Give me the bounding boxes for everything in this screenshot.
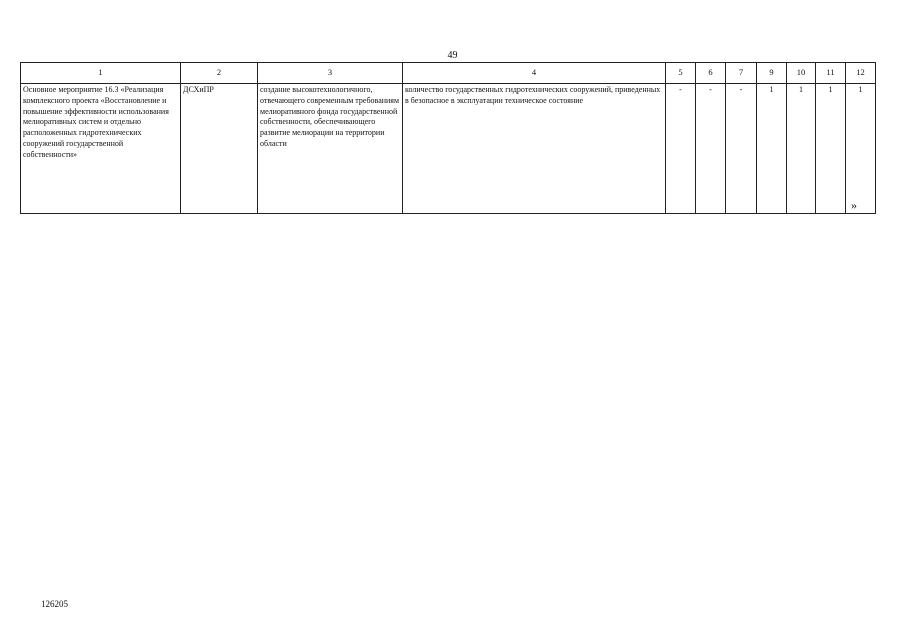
column-header: 11 (816, 63, 846, 84)
column-header: 2 (181, 63, 258, 84)
page-number: 49 (447, 50, 458, 61)
closing-quote: » (851, 198, 857, 212)
column-header: 10 (787, 63, 816, 84)
column-header: 1 (21, 63, 181, 84)
result-cell: создание высокотехнологичного, отвечающего современным требованиям мелиоративного фонда государственной собственности, обеспечивающего развитие мелиорации на территории области (258, 84, 403, 214)
value-cell: 1 (846, 84, 876, 214)
value-cell: - (726, 84, 757, 214)
indicator-cell: количество государственных гидротехнических сооружений, приведенных в безопасное в эксплуатации техническое состояние (403, 84, 666, 214)
value-cell: - (696, 84, 726, 214)
value-cell: 1 (816, 84, 846, 214)
column-header: 9 (757, 63, 787, 84)
column-header: 7 (726, 63, 757, 84)
column-header: 4 (403, 63, 666, 84)
table-row (21, 84, 876, 214)
footer-code: 126205 (41, 599, 68, 609)
column-header: 6 (696, 63, 726, 84)
column-header: 12 (846, 63, 876, 84)
value-cell: 1 (787, 84, 816, 214)
value-cell: 1 (757, 84, 787, 214)
activity-cell: Основное мероприятие 16.3 «Реализация комплексного проекта «Восстановление и повышение эффективности использования мелиоративных систем и отдельно расположенных гидротехнических сооружений государственной собственности» (21, 84, 181, 214)
value-cell: - (666, 84, 696, 214)
column-header: 3 (258, 63, 403, 84)
column-header: 5 (666, 63, 696, 84)
executor-cell: ДСХиПР (181, 84, 258, 214)
program-table (20, 62, 876, 214)
table-header-row (21, 63, 876, 84)
